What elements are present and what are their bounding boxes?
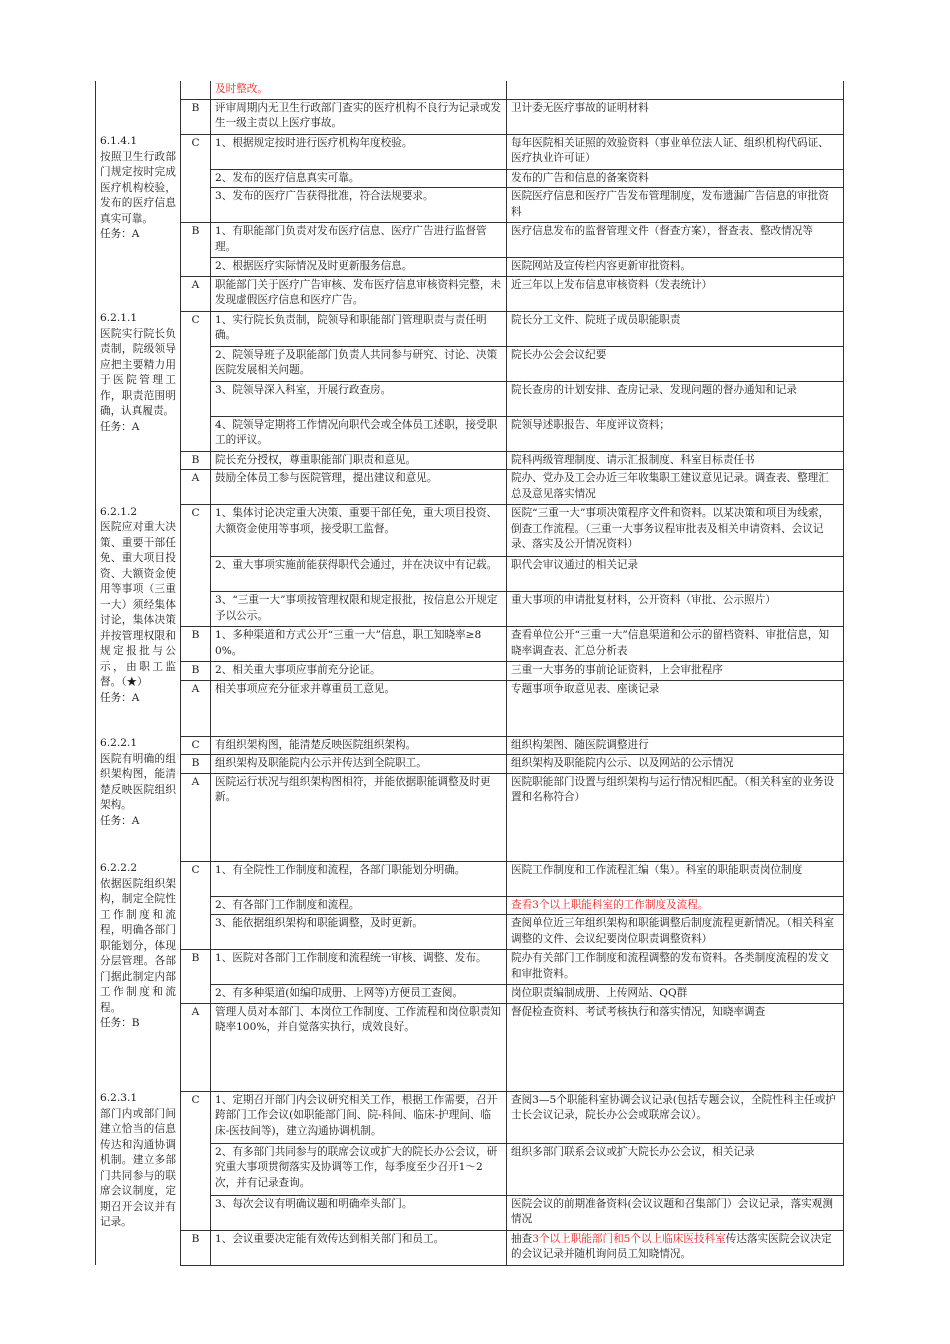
evidence-text: 医院工作制度和工作流程汇编（集）。科室的职能职责岗位制度 [507, 861, 844, 896]
grade-level [181, 896, 211, 915]
standard-text: 1、有全院性工作制度和流程，各部门职能划分明确。 [211, 861, 507, 896]
standard-text: 1、多种渠道和方式公开“三重一大”信息，职工知晓率≥80%。 [211, 627, 507, 662]
grade-level: B [181, 1230, 211, 1265]
standard-text: 3、发布的医疗广告获得批准，符合法规要求。 [211, 188, 507, 223]
item-code: 6.1.4.1 [100, 135, 138, 147]
standard-text: 2、发布的医疗信息真实可靠。 [211, 169, 507, 188]
item-task: 任务：A [100, 814, 140, 827]
evidence-text: 医院“三重一大”事项决策程序文件和资料。以某决策和项目为线索，倒查工作流程。（三重一大事务议程审批表及相关申请资料、会议记录、落实及公开情况资料） [507, 505, 844, 557]
table-row [96, 223, 844, 258]
evidence-text: 组织构架图、随医院调整进行 [507, 736, 844, 755]
standard-text: 相关事项应充分征求并尊重员工意见。 [211, 680, 507, 736]
table-row [96, 81, 844, 99]
grade-level [181, 915, 211, 950]
table-row [96, 188, 844, 223]
evidence-text [507, 81, 844, 99]
evidence-text: 近三年以上发布信息审核资料（发表统计） [507, 276, 844, 311]
table-row [96, 1230, 844, 1265]
grade-level: A [181, 1003, 211, 1091]
standard-item-cell [96, 736, 181, 861]
evidence-text: 查看3个以上职能科室的工作制度及流程。 [507, 896, 844, 915]
evidence-text: 卫计委无医疗事故的证明材料 [507, 99, 844, 134]
standard-text: 2、院领导班子及职能部门负责人共同参与研究、讨论、决策医院发展相关问题。 [211, 346, 507, 381]
standard-text: 组织架构及职能院内公示并传达到全院职工。 [211, 755, 507, 774]
standard-text: 1、实行院长负责制，院领导和职能部门管理职责与责任明确。 [211, 311, 507, 346]
grade-level [181, 381, 211, 416]
table-row [96, 627, 844, 662]
standard-text: 有组织架构图，能清楚反映医院组织架构。 [211, 736, 507, 755]
table-row [96, 276, 844, 311]
evidence-text: 三重一大事务的事前论证资料，上会审批程序 [507, 662, 844, 681]
standard-text: 2、重大事项实施前能获得职代会通过，并在决议中有记载。 [211, 557, 507, 592]
evidence-text: 院办、党办及工会办近三年收集职工建议意见记录。调查表、整理汇总及意见落实情况 [507, 470, 844, 505]
table-row [96, 169, 844, 188]
table-row [96, 1091, 844, 1143]
table-row [96, 416, 844, 451]
table-row [96, 592, 844, 627]
standard-text: 1、根据规定按时进行医疗机构年度校验。 [211, 134, 507, 169]
grade-level [181, 1143, 211, 1195]
grade-level [181, 985, 211, 1004]
table-row [96, 736, 844, 755]
evidence-part: 3个以上职能部门和5个以上临床医技科室 [532, 1232, 726, 1245]
item-task: 任务：A [100, 228, 140, 240]
standard-text: 管理人员对本部门、本岗位工作制度、工作流程和岗位职责知晓率100%，并自觉落实执行，成效良好。 [211, 1003, 507, 1091]
standard-text: 及时整改。 [211, 81, 507, 99]
standard-text: 院长充分授权，尊重职能部门职责和意见。 [211, 451, 507, 470]
item-task: 任务：B [100, 1017, 140, 1029]
evidence-part: 抽查 [511, 1232, 533, 1245]
grade-level: C [181, 736, 211, 755]
grade-level: B [181, 99, 211, 134]
grade-level: B [181, 755, 211, 774]
table-row [96, 755, 844, 774]
assessment-table [95, 81, 844, 1266]
item-description: 部门内或部门间建立恰当的信息传达和沟通协调机制。建立多部门共同参与的联席会议制度，定期召开会议并有记录。 [100, 1107, 176, 1228]
grade-level: A [181, 773, 211, 861]
standard-text: 医院运行状况与组织架构图相符，并能依据职能调整及时更新。 [211, 773, 507, 861]
grade-level: B [181, 223, 211, 258]
item-task: 任务：A [100, 691, 140, 704]
grade-level: C [181, 505, 211, 557]
standard-item-cell [96, 311, 181, 505]
table-row [96, 680, 844, 736]
grade-level [181, 81, 211, 99]
item-code: 6.2.2.1 [100, 737, 138, 749]
table-row [96, 451, 844, 470]
evidence-text: 督促检查资料、考试考核执行和落实情况，知晓率调查 [507, 1003, 844, 1091]
table-row [96, 99, 844, 134]
standard-text: 2、有多种渠道(如编印成册、上网等)方便员工查阅。 [211, 985, 507, 1004]
grade-level: C [181, 861, 211, 896]
table-row [96, 1195, 844, 1230]
evidence-text: 院办有关部门工作制度和流程调整的发布资料。各类制度流程的发文和审批资料。 [507, 950, 844, 985]
standard-text: 3、院领导深入科室，开展行政查房。 [211, 381, 507, 416]
evidence-text: 每年医院相关证照的效验资料（事业单位法人证、组织机构代码证、医疗执业许可证） [507, 134, 844, 169]
grade-level [181, 592, 211, 627]
grade-level [181, 1195, 211, 1230]
evidence-text: 院长查房的计划安排、查房记录、发现问题的督办通知和记录 [507, 381, 844, 416]
item-code: 6.2.2.2 [100, 862, 138, 874]
standards-document [95, 81, 843, 1266]
evidence-text: 查看单位公开“三重一大”信息渠道和公示的留档资料、审批信息，知晓率调查表、汇总分析表 [507, 627, 844, 662]
standard-text: 2、有多部门共同参与的联席会议或扩大的院长办公会议，研究重大事项贯彻落实及协调等工作，每季度至少召开1～2次，并有记录查询。 [211, 1143, 507, 1195]
grade-level [181, 557, 211, 592]
standard-item-cell [96, 861, 181, 1091]
evidence-text: 医院网站及宣传栏内容更新审批资料。 [507, 258, 844, 277]
table-row [96, 470, 844, 505]
table-row [96, 381, 844, 416]
standard-text: 鼓励全体员工参与医院管理，提出建议和意见。 [211, 470, 507, 505]
table-row [96, 1143, 844, 1195]
standard-item-cell [96, 1091, 181, 1265]
table-row [96, 311, 844, 346]
standard-text: 1、有职能部门负责对发布医疗信息、医疗广告进行监督管理。 [211, 223, 507, 258]
evidence-text: 院长分工文件、院班子成员职能职责 [507, 311, 844, 346]
table-row [96, 346, 844, 381]
standard-text: 1、医院对各部门工作制度和流程统一审核、调整、发布。 [211, 950, 507, 985]
evidence-text: 医院会议的前期准备资料(会议议题和召集部门）会议记录，落实观测情况 [507, 1195, 844, 1230]
grade-level: A [181, 470, 211, 505]
evidence-text: 岗位职责编制成册、上传网站、QQ群 [507, 985, 844, 1004]
grade-level [181, 416, 211, 451]
evidence-text: 职代会审议通过的相关记录 [507, 557, 844, 592]
standard-text: 1、会议重要决定能有效传达到相关部门和员工。 [211, 1230, 507, 1265]
evidence-text: 重大事项的申请批复材料，公开资料（审批、公示照片） [507, 592, 844, 627]
evidence-text: 医疗信息发布的监督管理文件（督查方案），督查表、整改情况等 [507, 223, 844, 258]
standard-text: 1、定期召开部门内会议研究相关工作，根据工作需要，召开跨部门工作会议(如职能部门间、院-科间、临床-护理间、临床-医技间等)，建立沟通协调机制。 [211, 1091, 507, 1143]
grade-level [181, 188, 211, 223]
item-code: 6.2.1.1 [100, 312, 138, 324]
standard-text: 2、相关重大事项应事前充分论证。 [211, 662, 507, 681]
evidence-text: 组织多部门联系会议或扩大院长办公会议，相关记录 [507, 1143, 844, 1195]
grade-level [181, 169, 211, 188]
standard-item-cell [96, 81, 181, 134]
evidence-text: 查阅单位近三年组织架构和职能调整后制度流程更新情况。（相关科室调整的文件、会议纪要岗位职责调整资料） [507, 915, 844, 950]
item-description: 医院有明确的组织架构图，能清楚反映医院组织架构。 [100, 752, 176, 811]
table-row [96, 896, 844, 915]
standard-text: 2、根据医疗实际情况及时更新服务信息。 [211, 258, 507, 277]
evidence-text: 医院医疗信息和医疗广告发布管理制度，发布遗漏广告信息的审批资料 [507, 188, 844, 223]
grade-level [181, 258, 211, 277]
item-task: 任务：A [100, 420, 140, 433]
standard-text: 3、能依据组织架构和职能调整，及时更新。 [211, 915, 507, 950]
item-description: 医院实行院长负责制，院级领导应把主要精力用于医院管理工作，职责范围明确，认真履责。 [100, 327, 176, 417]
table-row [96, 861, 844, 896]
item-code: 6.2.1.2 [100, 505, 138, 518]
evidence-text: 组织架构及职能院内公示、以及网站的公示情况 [507, 755, 844, 774]
grade-level: A [181, 680, 211, 736]
table-row [96, 915, 844, 950]
table-row [96, 773, 844, 861]
table-row [96, 557, 844, 592]
table-row [96, 258, 844, 277]
standard-item-cell [96, 134, 181, 311]
evidence-text: 查阅3—5个职能科室协调会议记录(包括专题会议，全院性科主任或护士长会议记录，院长办公会或联席会议）。 [507, 1091, 844, 1143]
standard-text: 4、院领导定期将工作情况向职代会或全体员工述职，接受职工的评议。 [211, 416, 507, 451]
evidence-text [507, 1230, 844, 1265]
evidence-part: 传达落实医院会议决定的会议记录并随机询问员工知晓情况。 [511, 1232, 832, 1260]
table-row [96, 134, 844, 169]
grade-level: B [181, 451, 211, 470]
grade-level: C [181, 134, 211, 169]
table-row [96, 662, 844, 681]
item-description: 医院应对重大决策、重要干部任免、重大项目投资、大额资金使用等事项（三重一大）须经集体讨论，集体决策并按管理权限和规定报批与公示，由职工监督。（★） [100, 521, 176, 688]
standard-text: 职能部门关于医疗广告审核、发布医疗信息审核资料完整，未发现虚假医疗信息和医疗广告。 [211, 276, 507, 311]
standard-item-cell [96, 505, 181, 737]
item-description: 按照卫生行政部门规定按时完成医疗机构校验，发布的医疗信息真实可靠。 [100, 150, 176, 225]
standard-text: 评审周期内无卫生行政部门查实的医疗机构不良行为记录或发生一级主责以上医疗事故。 [211, 99, 507, 134]
item-code: 6.2.3.1 [100, 1092, 138, 1104]
grade-level: B [181, 662, 211, 681]
evidence-text: 院科两级管理制度、请示汇报制度、科室目标责任书 [507, 451, 844, 470]
table-row [96, 1003, 844, 1091]
item-description: 依据医院组织架构，制定全院性工作制度和流程，明确各部门职能划分，体现分层管理。各部门据此制定内部工作制度和流程。 [100, 877, 176, 1014]
table-row [96, 985, 844, 1004]
evidence-text: 院长办公会会议纪要 [507, 346, 844, 381]
table-row [96, 950, 844, 985]
standard-text: 3、“三重一大”事项按管理权限和规定报批，按信息公开规定予以公示。 [211, 592, 507, 627]
standard-text: 2、有各部门工作制度和流程。 [211, 896, 507, 915]
grade-level [181, 346, 211, 381]
evidence-text: 院领导述职报告、年度评议资料； [507, 416, 844, 451]
table-row [96, 505, 844, 557]
standard-text: 3、每次会议有明确议题和明确牵头部门。 [211, 1195, 507, 1230]
grade-level: A [181, 276, 211, 311]
standard-text: 1、集体讨论决定重大决策、重要干部任免，重大项目投资、大额资金使用等事项，接受职工监督。 [211, 505, 507, 557]
assessment-table-body [96, 81, 844, 1265]
grade-level: B [181, 950, 211, 985]
evidence-text: 医院职能部门设置与组织架构与运行情况相匹配。（相关科室的业务设置和名称符合） [507, 773, 844, 861]
grade-level: C [181, 1091, 211, 1143]
grade-level: C [181, 311, 211, 346]
evidence-text: 发布的广告和信息的备案资料 [507, 169, 844, 188]
grade-level: B [181, 627, 211, 662]
evidence-text: 专题事项争取意见表、座谈记录 [507, 680, 844, 736]
